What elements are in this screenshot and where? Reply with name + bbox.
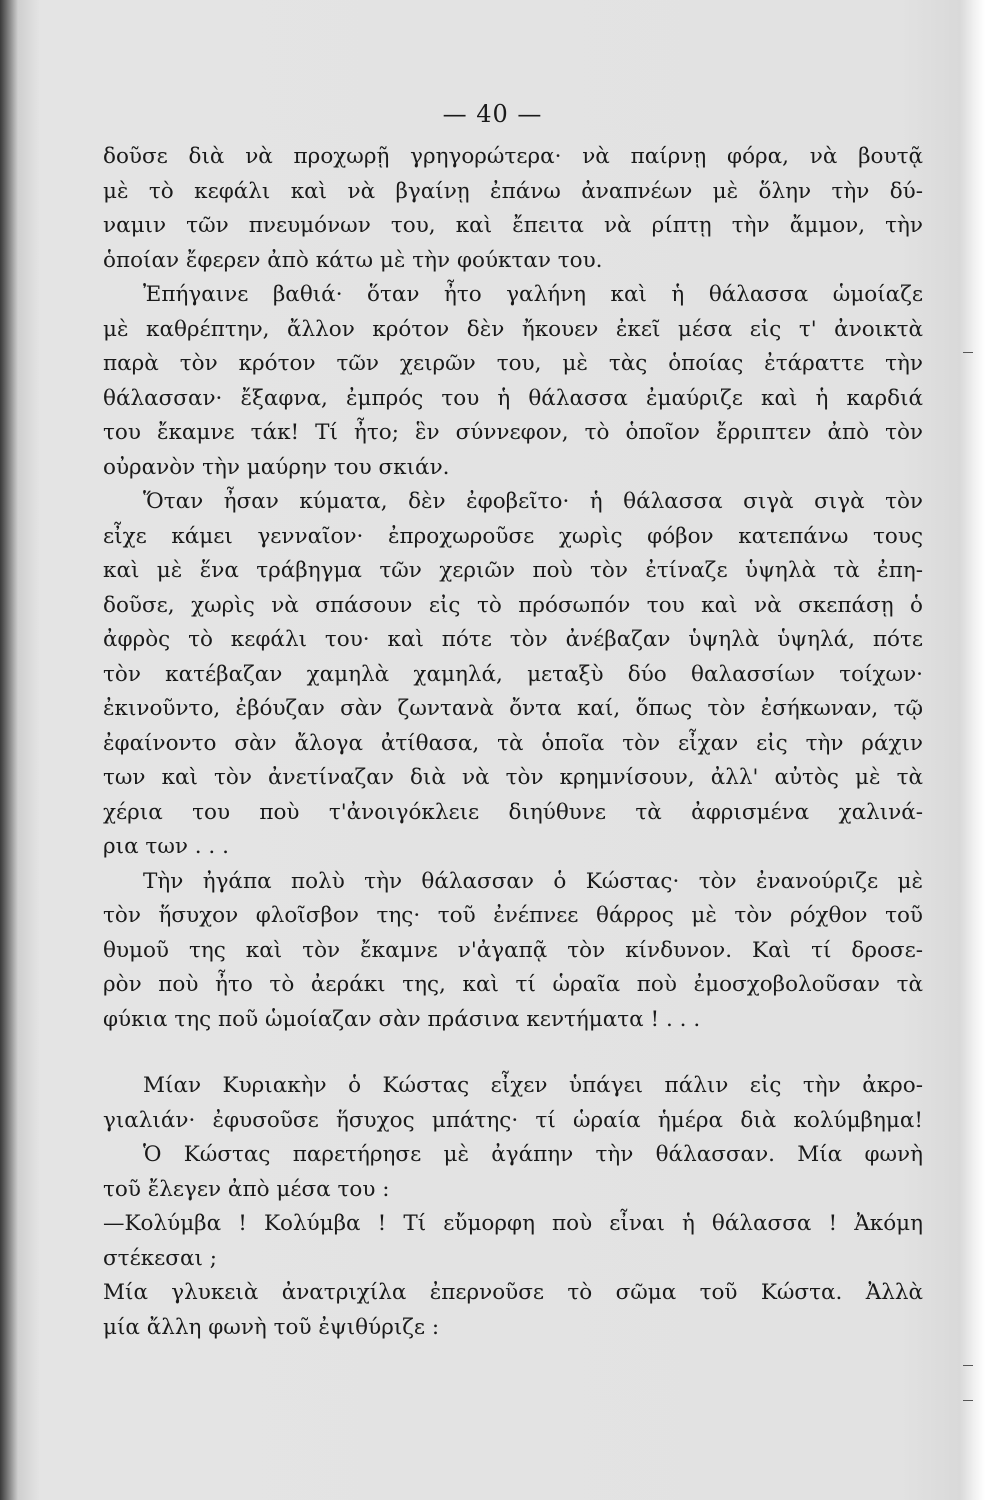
text-line: παρὰ τὸν κρότον τῶν χειρῶν του, μὲ τὰς ὁποίας ἐτάραττε τὴν [103, 351, 923, 376]
text-line: τοῦ ἔλεγεν ἀπὸ μέσα του : [103, 1176, 390, 1202]
text-line: ὁποίαν ἔφερεν ἀπὸ κάτω μὲ τὴν φούκταν του. [103, 247, 603, 273]
text-line: μὲ τὸ κεφάλι καὶ νὰ βγαίνῃ ἐπάνω ἀναπνέων μὲ ὅλην τὴν δύ- [103, 178, 923, 204]
edge-mark [963, 352, 973, 353]
text-line: φύκια της ποῦ ὡμοίαζαν σὰν πράσινα κεντήματα ! . . . [103, 1006, 701, 1032]
text-line: εἶχε κάμει γενναῖον· ἐπροχωροῦσε χωρὶς φόβον κατεπάνω τους [103, 523, 923, 549]
text-line: Ὅταν ἦσαν κύματα, δὲν ἐφοβεῖτο· ἡ θάλασσα σιγὰ σιγὰ τὸν [143, 489, 923, 514]
text-line: χέρια του ποὺ τ'ἀνοιγόκλειε διηύθυνε τὰ ἀφρισμένα χαλινά- [103, 799, 923, 825]
text-line: Μία γλυκειὰ ἀνατριχίλα ἐπερνοῦσε τὸ σῶμα τοῦ Κώστα. Ἀλλὰ [103, 1280, 923, 1305]
paragraph [103, 485, 923, 865]
paragraph [103, 1069, 923, 1345]
text-line: θάλασσαν· ἔξαφνα, ἐμπρός του ἡ θάλασσα ἐμαύριζε καὶ ἡ καρδιά [103, 385, 923, 411]
text-line: στέκεσαι ; [103, 1245, 217, 1271]
text-line: Τὴν ἠγάπα πολὺ τὴν θάλασσαν ὁ Κώστας· τὸν ἐνανούριζε μὲ [143, 868, 923, 894]
text-line: τὸν ἥσυχον φλοῖσβον της· τοῦ ἐνέπνεε θάρρος μὲ τὸν ρόχθον τοῦ [103, 903, 923, 928]
text-line: Ἐπήγαινε βαθιά· ὅταν ἦτο γαλήνη καὶ ἡ θάλασσα ὡμοίαζε [143, 282, 923, 307]
text-line: οὐρανὸν τὴν μαύρην του σκιάν. [103, 454, 450, 480]
edge-mark [963, 1365, 973, 1366]
text-line: ἐφαίνοντο σὰν ἄλογα ἀτίθασα, τὰ ὁποῖα τὸν εἶχαν εἰς τὴν ράχιν [103, 730, 923, 756]
text-line: γιαλιάν· ἐφυσοῦσε ἥσυχος μπάτης· τί ὡραία ἡμέρα διὰ κολύμβημα! [103, 1107, 923, 1133]
paragraph [103, 278, 923, 485]
text-line: θυμοῦ της καὶ τὸν ἔκαμνε ν'ἀγαπᾷ τὸν κίνδυνον. Καὶ τί δροσε- [103, 937, 923, 963]
paragraph [103, 865, 923, 1038]
text-line: ἀφρὸς τὸ κεφάλι του· καὶ πότε τὸν ἀνέβαζαν ὑψηλὰ ὑψηλά, πότε [103, 627, 923, 652]
text-line: μία ἄλλη φωνὴ τοῦ ἐψιθύριζε : [103, 1314, 440, 1340]
text-line: Μίαν Κυριακὴν ὁ Κώστας εἶχεν ὑπάγει πάλιν εἰς τὴν ἀκρο- [143, 1073, 923, 1098]
text-line: ναμιν τῶν πνευμόνων του, καὶ ἔπειτα νὰ ρίπτῃ τὴν ἄμμον, τὴν [103, 213, 923, 238]
text-line: καὶ μὲ ἕνα τράβηγμα τῶν χεριῶν ποὺ τὸν ἐτίναζε ὑψηλὰ τὰ ἐπη- [103, 558, 923, 583]
text-line: —Κολύμβα ! Κολύμβα ! Τί εὔμορφη ποὺ εἶναι ἡ θάλασσα ! Ἀκόμη [103, 1211, 923, 1236]
text-line: του ἔκαμνε τάκ! Τί ἦτο; ἓν σύννεφον, τὸ ὁποῖον ἔρριπτεν ἀπὸ τὸν [103, 420, 923, 445]
section-gap [103, 1037, 923, 1069]
text-line: τὸν κατέβαζαν χαμηλὰ χαμηλά, μεταξὺ δύο θαλασσίων τοίχων· [103, 661, 923, 687]
text-line: δοῦσε, χωρὶς νὰ σπάσουν εἰς τὸ πρόσωπόν του καὶ νὰ σκεπάσῃ ὁ [103, 592, 923, 618]
text-line: ρὸν ποὺ ἦτο τὸ ἀεράκι της, καὶ τί ὡραῖα ποὺ ἐμοσχοβολοῦσαν τὰ [103, 972, 923, 997]
edge-mark [963, 1400, 973, 1401]
text-line: Ὁ Κώστας παρετήρησε μὲ ἀγάπην τὴν θάλασσαν. Μία φωνὴ [143, 1142, 923, 1167]
paragraph [103, 140, 923, 278]
text-line: των καὶ τὸν ἀνετίναζαν διὰ νὰ τὸν κρημνίσουν, ἀλλ' αὐτὸς μὲ τὰ [103, 765, 923, 790]
text-line: δοῦσε διὰ νὰ προχωρῇ γρηγορώτερα· νὰ παίρνῃ φόρα, νὰ βουτᾷ [103, 144, 923, 169]
text-line: ἐκινοῦντο, ἐβόυζαν σὰν ζωντανὰ ὄντα καί, ὅπως τὸν ἐσήκωναν, τῷ [103, 696, 923, 721]
text-line: μὲ καθρέπτην, ἄλλον κρότον δὲν ἤκουεν ἐκεῖ μέσα εἰς τ' ἀνοικτὰ [103, 316, 923, 342]
body-text [103, 140, 923, 1345]
page-number: — 40 — [442, 100, 543, 128]
text-line: ρια των . . . [103, 834, 229, 859]
